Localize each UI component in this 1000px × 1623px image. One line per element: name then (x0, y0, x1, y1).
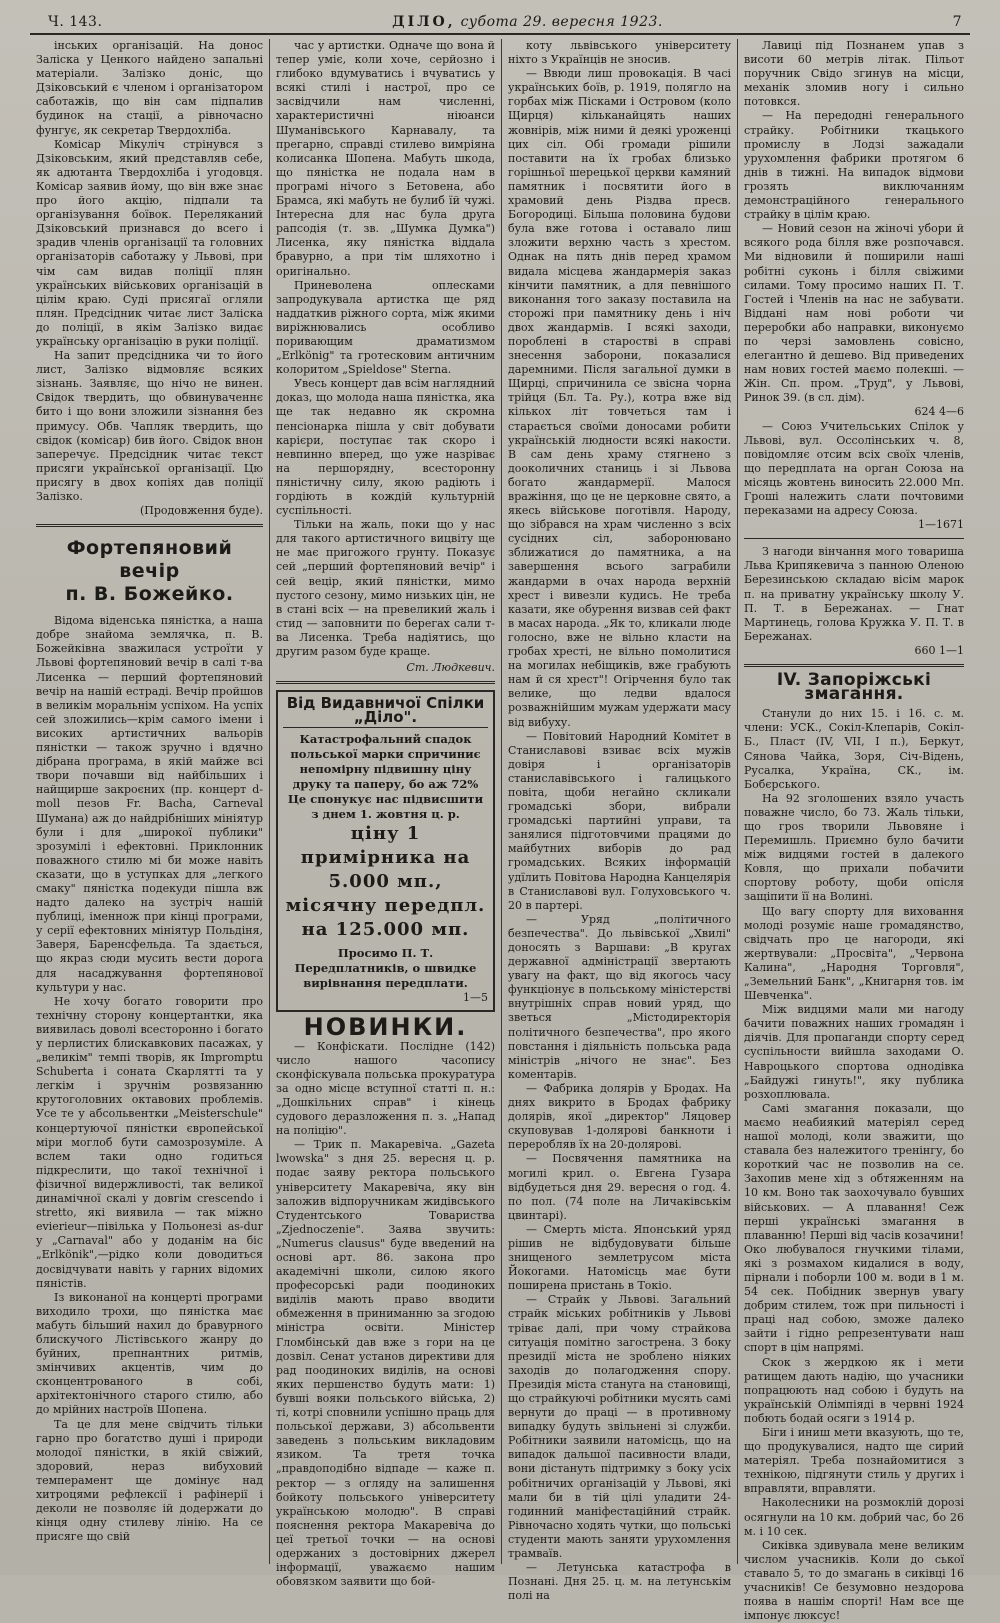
columns (30, 39, 970, 1623)
paragraph: Біги і иниш мети вказують, що те, що продукувалися, надто ще сирий матеріял. Треба познайомитися з технікою, підгянути стиль у других і вправляти, вправляти. (744, 1426, 964, 1496)
news-item: — Страйк у Львові. Загальний страйк міських робітників у Львові тріває далі, при чому страйкова ситуація помітно загострена. З боку президії міста не зроблено ніяких заходів до полагодження спору. Президія міста стануга на становищі, що страйкуючі робітники мусять самі вернути до праці — в противному випадку будуть звільнені зі служби. Робітники заявили натомісць, що на випадок дальшої пасивности влади, вони дістануть підтримку з боку усіх робітничих організацій у Львові, які мали би в тій цілі уладити 24-годинний маніфестаційний страйк. Рівночасно ходять чутки, що польські студенти мають заняти урухомлення трамваїв. (508, 1293, 731, 1561)
publisher-notice-box (276, 690, 495, 1011)
notice-request: Просимо П. Т. Передплатників, о швидке вирівнання передплати. (294, 946, 477, 991)
issue-date: субота 29. вересня 1923. (460, 14, 663, 30)
ad-code: 624 4—6 (914, 405, 964, 419)
divider (276, 681, 495, 684)
notice-code: 1—5 (463, 991, 488, 1005)
paragraph: Що вагу спорту для виховання молоді розуміє наше громадянство, свідчать про це нагороди, які жертвували: „Просвіта", „Червона Калина", „Народня Торговля", „Земельний Банк", „Книгарня тов. ім Шевченка". (744, 904, 964, 1003)
news-item: — Летунська катастрофа в Познані. Дня 25. ц. м. на летунськім полі на (508, 1561, 731, 1603)
paragraph: Відома віденська пяністка, а наша добре знайома землячка, п. В. Божейківна зважилася устроїти у Львові фортепяновий вечір в салі т-ва Лисенка — перший фортепяновий вечір на нашій естраді. Вечір пройшов в великім моральнім успіхом. На успіх сей зложились—крім самого імени і високих артистичних вальорів пяністки — також зручно і вдячно дібрана програма, в якій майже всі твори почавши від найбільших і найщирше закроєних (пр. концерт d-moll пезов Fr. Bacha, Carneval Шумана) аж до найдрібніших мініятур були і для „широкої публики" зрозумілі і ефектовні. Приклонник поважного стилю мі би може навіть сказати, що в уступках для „легкого смаку" пяністка подекуди пішла вж надто далеко на зустріч нашій публиці, іменнож при кінці програми, у серії ефектовних мініятур Польдіня, Заверя, Баренсфельда. Та здається, що якраз сюди мусить вести дорога для насаджування фортепянової культури у нас. (36, 614, 263, 994)
paragraph: Наколесники на розмоклій дорозі осягнули на 10 км. добрий час, бо 26 м. і 10 сек. (744, 1496, 964, 1538)
notice-title: Від Видавничої Спілки „Діло". (283, 696, 488, 728)
continued-note: (Продовження буде). (139, 504, 263, 518)
news-section-title: НОВИНКИ. (303, 1012, 468, 1041)
news-item: — Фабрика долярів у Бродах. На днях викрито в Бродах фабрику долярів, якої „директор" Ляцовер скуповував 1-долярові банкноти і переробляв їх на 20-долярові. (508, 1081, 731, 1152)
paragraph: Станули до них 15. і 16. с. м. члени: УСК., Сокіл-Клепарів, Сокіл-Б., Пласт (IV, VII, I п.), Беркут, Сянова Чайка, Зоря, Січ-Відень, Русалка, Україна, СК., ім. Бобєрського. (744, 707, 964, 791)
column-4 (738, 39, 970, 1623)
article-signature: Ст. Людкевич. (406, 661, 495, 675)
paragraph: На запит предсідника чи то його лист, Залізко відмовляє всяких зізнань. Заявляє, що нічо не винен. Свідок твердить, що обвинуваченнє бито і що вони зложили зізнання без примусу. Обв. Чапляк твердить, що свідок (комісар) бив його. Свідок внон заперечує. Предсідник читає текст присяги української організації. Цю присягу в двох копіях дав поліції Залізко. (36, 349, 263, 503)
article-headline (36, 537, 263, 606)
headline-line-2: п. В. Божейко. (65, 583, 234, 606)
section-headline: IV. Запоріжські змагання. (776, 670, 932, 705)
news-item: — Новий сезон на жіночі убори й всякого рода білля вже розпочався. Ми відновили й поширили наші робітні суконь і білля свіжими силами. Тому просимо наших П. Т. Гостей і Членів на нас не забувати. Віддані нам нові роботи чи переробки або направки, виконуємо по черзі замовлень совісно, елегантно й дешево. Від приведених нам нових гостей маємо полекші. — Жін. Сп. пром. „Труд", у Львові, Ринок 39. (в сл. дім). (744, 222, 964, 405)
news-item: — Ввюди лиш провокація. В часі українських боїв, р. 1919, полягло на горбах між Пісками і Островом (коло Щирця) кільканайцять наших жовнірів, між ними й деякі уроженці цих сіл. Обі громади рішили поставити на їх гробах близько горішньої шерецької церкви камяний памятник і посвятити його в храмовий день Різдва пресв. Богородиці. Більша половина будови була вже готова і оставало лиш зложити верхню часть з хрестом. Однак на пять днів перед храмом видала місцева жандармерія заказ кінчити памятник, а для певнішого виконання того заказу поставила на сторожі при памятнику день і ніч двох жандармів. І всякі заходи, пороблені в старостві в справі знесення заборони, показалися даремними. Після загальної думки в Щирці, спричинила се звісна чорна трійця (Бл. Та. Ру.), котра вже від кількох літ товчеться там і старається своїми доносами робити українській людности всякі накости. В сам день храму стягнено з дооколичних станиць і зі Львова богато жандармерії. Малося вражіння, що це не церковне свято, а якесь військове поготівля. Народу, що зібрався на храм численно з всіх сусідних сіл, заборонювано зближатися до памятника, а на завершення всього заграбили жандарми в очах народа верхній хрест і вивезли кудись. Не треба казати, яке обурення визвав сей факт в масах народа. „Як то, кликали люде голосно, вже не вільно класти на гробах хресті, не вільно помолитися на могилах небіщиків, вже грабують нам й ся хрест"! Огірчення було так велике, що ледви вдалося розважнійшим мужам удержати масу від вибуху. (508, 67, 731, 729)
divider (744, 664, 964, 667)
column-2 (270, 39, 502, 1589)
news-item: — Конфіскати. Послідне (142) число нашого часопису сконфіскувала польська прокуратура за одно місце вступної статті п. н.: „Дошкільних справ" і кінець судового деразложення п. з. „Напад на поліцію". (276, 1039, 495, 1138)
notice-price-monthly: місячну передпл. на 125.000 мп. (285, 895, 486, 941)
divider (36, 524, 263, 527)
paragraph: Комісар Мікуліч стрінувся з Дзіковським, який представляв себе, як адютанта Твердохліба і угодовця. Комісар заявив йому, що він вже знає про його акцію, підпали та організування боївок. Переляканий Дзіковський признався до всего і зрадив членів організації та головних організаторів саботажу у Львові, при чім сам видав поліції плян українських військових організацій в цілім краю. Суді присягаї огляли плян. Предсідник читає лист Заліска до поліції, в якім Залізко видає українську організацію в руки поліції. (36, 137, 263, 348)
news-item: — Посвячення памятника на могилі крил. о. Евгена Гузара відбудеться дня 29. вересня о год. 4. по пол. (74 поле на Личаківськім цвинтарі). (508, 1152, 731, 1222)
news-item: — На передодні генерального страйку. Робітники ткацького промислу в Лодзі зажадали урухомлення фабрики протягом 6 днів в тижні. На випадок відмови грозять виключанням демонстраційного генерального страйку в цілім краю. (744, 109, 964, 222)
page-number: 7 (952, 14, 962, 30)
paragraph: Не хочу богато говорити про технічну сторону концертантки, яка виявилась доволі всесторонно і богато у перлистих блискавкових пасажах, у „великім" темпі творів, як Impromptu Schuberta і сонатa Скарлятті та у легкім і зручнім розвязанню крутоголовних октавових проблемів. Усе те у абсольвентки „Meisterschule" концертуючої пяністки європейської міри моглоб бути самозрозуміле. А вслем таки одно годиться підкреслити, що такої технічної і фізичної видержливості, так великої динамічної скалі у довгім crescendo і stretto, які виявила — так міжно evierieur—півілька у Польонезі as-dur у „Carnaval" або у доданім на біс „Erlkönik",—рідко коли доводиться досвідчувати навіть у гарних відомих пяністів. (36, 994, 263, 1290)
paragraph: час у артистки. Одначе що вона й тепер уміє, коли хоче, серйозно і глибоко вдумуватись і вчуватись у всякі стилі і настрої, про се засвідчили нам численні, характеристичні ніюанси Шуманівського Карнавалу, та прегарно, справді стилево вимріяна колисанка Шопена. Мабуть шкода, що пяністка не подала нам в програмі нічого з Бетовена, або Брамса, які мабуть не булиб їй чужі. Інтересна для нас була друга рапсодія (т. зв. „Шумка Думка") Лисенка, яку пяністка віддала бравурно, а при тім шляхотно і оригінально. (276, 39, 495, 278)
paragraph: Сиківка здивувала мене великим числом учасників. Коли до ської ставало 5, то до змагань в сиківці 16 учасників! Се безумовно нездорова поява в нашім спорті! Нам все ще імпонує люксус! (744, 1538, 964, 1623)
donation-notice: З нагоди вінчання мого товариша Льва Крипякевича з панною Оленою Березинською складаю вісім марок п. на приватну українську школу У. П. Т. в Бережанах. — Гнат Мартинець, голова Кружка У. П. Т. в Бережанах. (744, 545, 964, 643)
news-item: — Смерть міста. Японський уряд рішив не відбудовувати більше знищеного землетрусом міста Йокогами. Натомісць має бути поширена пристань в Токіо. (508, 1222, 731, 1293)
paragraph: Між видцями мали ми нагоду бачити поважних наших громадян і діячів. Для пропаганди спорту серед суспільности вийшла заходами О. Навроцького спортова однодівка „Байдужі гинуть!", яку публика розхоплювала. (744, 1003, 964, 1101)
news-item: Лавиці під Познанем упав з висоти 60 метрів літак. Пільот поручник Свідо згинув на місци, механік зломив ногу і сильно потовкся. (744, 39, 964, 109)
paragraph: Із виконаної на концерті програми виходило трохи, що пяністка має мабуть більший нахил до бравурного блискучого Лістівського жанру до буйних, препнантних ритмів, змінчивих акцентів, чим до сконцентрованого в собі, архітектонічного старого стилю, або до мрійних настроїв Шопена. (36, 1290, 263, 1417)
ad-code: 1—1671 (918, 518, 964, 532)
paragraph: Увесь концерт дав всім наглядний доказ, що молода наша пяністка, яка ще так недавно як скромна пенсіонарка пішла у світ добувати карієри, поступає так скоро і невпинно вперед, що уже назріває на першорядну, всесторонну пяністичну силу, якою радіють і гордіють в кождій культурній суспільності. (276, 377, 495, 518)
headline-line-1: Фортепяновий вечір (66, 537, 233, 583)
paragraph: Самі змагання показали, що маємо неабиякий матеріял серед нашої молоді, коли зважити, що ставала без належитого тренінгу, бо короткий час не позволив на се. Захопив мене хід з обтяженням на 10 км. Воно так заохочувало бувших військових. — А плавання! Сеж перші українські змагання в плаванню! Перші від часів козачини! Око любувалося гнучкими тілами, які з розмахом кидалися в воду, пірнали і поборли 100 м. води в 1 м. 54 сек. Побідник звернув увагу добрим стилем, тож при пильності і праці над собою, зможе далеко зайти і гідно репрезентувати наш спорт в цім напрямі. (744, 1101, 964, 1355)
paragraph: На 92 зголошених взяло участь поважне число, бо 73. Жаль тільки, що гроs творили Львовяне і Перемишль. Приємно було бачити між видцями гостей в далекого Ковля, що прихали побачити спортову роботу, щоби опісля защіпити її на Волині. (744, 791, 964, 904)
issue-number: Ч. 143. (48, 14, 103, 30)
paragraph: Тільки на жаль, поки що у нас для такого артистичного вицвіту ще не має пригожого грунту. Показує сей „перший фортепяновий вечір" і сей вецір, який пяністки, мимо пустого сезону, мимо низьких цін, не в стані всіх — на превеликий жаль і стид — заповнити по берегах сали т-ва Лисенка. Треба надіятись, що другим разом буде краще. (276, 518, 495, 659)
notice-price-single: ціну 1 примірника на 5.000 мп., (300, 823, 471, 893)
ad-code: 660 1—1 (914, 643, 964, 657)
newspaper-title: ДІЛО, (392, 14, 456, 30)
paragraph: Скок з жердкою як і мети ратищем дають надію, що учасники попрацюють над собою і будуть на українській Олімпіяді в червні 1924 побють бодай осяги з 1914 р. (744, 1355, 964, 1425)
column-3 (502, 39, 738, 1603)
column-1 (30, 39, 270, 1564)
paragraph: інських організацій. На донос Заліска у Ценкого найдено запальні матеріали. Залізко доніс, що Дзіковський є членом і організатором саботажів, що він сам підпалив будинок на стації, а рівночасно фунгує, як секретар Твердохліба. (36, 39, 263, 137)
divider (744, 538, 964, 539)
newspaper-title-date (392, 14, 663, 30)
news-item: — Уряд „політичного безпечества". До львівської „Хвилі" доносять з Варшави: „В кругах державної адміністрації звертають увагу на факт, що від якогось часу функціонує в польському міністерстві внутрішніх справ новий уряд, що зветься „Мiстодиректорія політичного безпечества", про якого повстання і діяльність польська рада міністрів „нічого не знає". Без коментарів. (508, 912, 731, 1081)
news-item: — Повітовий Народний Комітет в Станиславові взиває всіх мужів довіря і організаторів станиславівського і галицького повіта, щоби негайно скликали громадські збори, вибрали громадські партийні управи, та занялися підготовчими працями до майбутних виборів до рад громадських. Всяких інформацій удїлить Повітова Народна Канцелярія в Станиславові вул. Голуховського ч. 20 в партері. (508, 729, 731, 912)
page-header (30, 14, 970, 35)
paragraph: Та це для мене свідчить тільки гарно про богатство душі і природи молодої пяністки, в якій свіжий, здоровий, нераз вибуховий темперамент ще домінує над хитроцями рефлексії і рафінерії і деколи не позволяє ій додержати до кінця одну стилеву лінію. На се присяге що свій (36, 1417, 263, 1544)
notice-lead: Катастрофальний спадок польської марки спричиниє непомірну підвишну ціну друку та паперу, бо аж 72% Це спонукує нас підвисшити з днем 1. жовтня ц. р. (287, 732, 484, 822)
news-item: — Союз Учительських Спілок у Львові, вул. Оссолінських ч. 8, повідомляє отсим всіх своїх членів, що передплата на орган Союза на місяць жовтень виносить 22.000 Мп. Гроші належить слати почтовими переказами на адресу Союза. (744, 419, 964, 518)
paragraph: Приневолена оплесками запродукувала артистка ще ряд наддаткив ріжного сорта, між якими виріжнювались особливо поривающим драматизмом „Erlkönig" та гротесковим античним колоритом „Spieldose" Sterna. (276, 278, 495, 377)
news-item: — Трик п. Макаревіча. „Gazeta lwowska" з дня 25. вересня ц. р. подає заяву ректора польського університету Макаревіча, яку він заложив відпоручникам жидівського Студентського Товариства „Zjednoczenie". Заява звучить: „Numerus clausus" буде введений на основі арт. 86. закона про академічні школи, силою якого професорські ради поодиноких виділів мають право вводити обмеження в приниманню за згодою міністра освіти. Міністер Гломбінськй дав вже з гори на це дозвіл. Сенат установ директиви для рад поодиноких виділів, на основі яких першенство будуть мати: 1) бувші вояки польського війська, 2) ті, котрі сповнили успішно праць для польської держави, 3) абсольвенти заведень з польським викладовим язиком. Та третя точка „правдоподібно відпаде — каже п. ректор — з огляду на залишення бойкоту польського університету українською молодю". В справі пояснення ректора Макаревіча до цеї третьої точки — на основі одержаних з достовірних джерел інформації, уважаємо нашим обовязком заявити що бой- (276, 1138, 495, 1589)
news-item: коту львівського університету ніхто з Українців не зносив. (508, 39, 731, 67)
